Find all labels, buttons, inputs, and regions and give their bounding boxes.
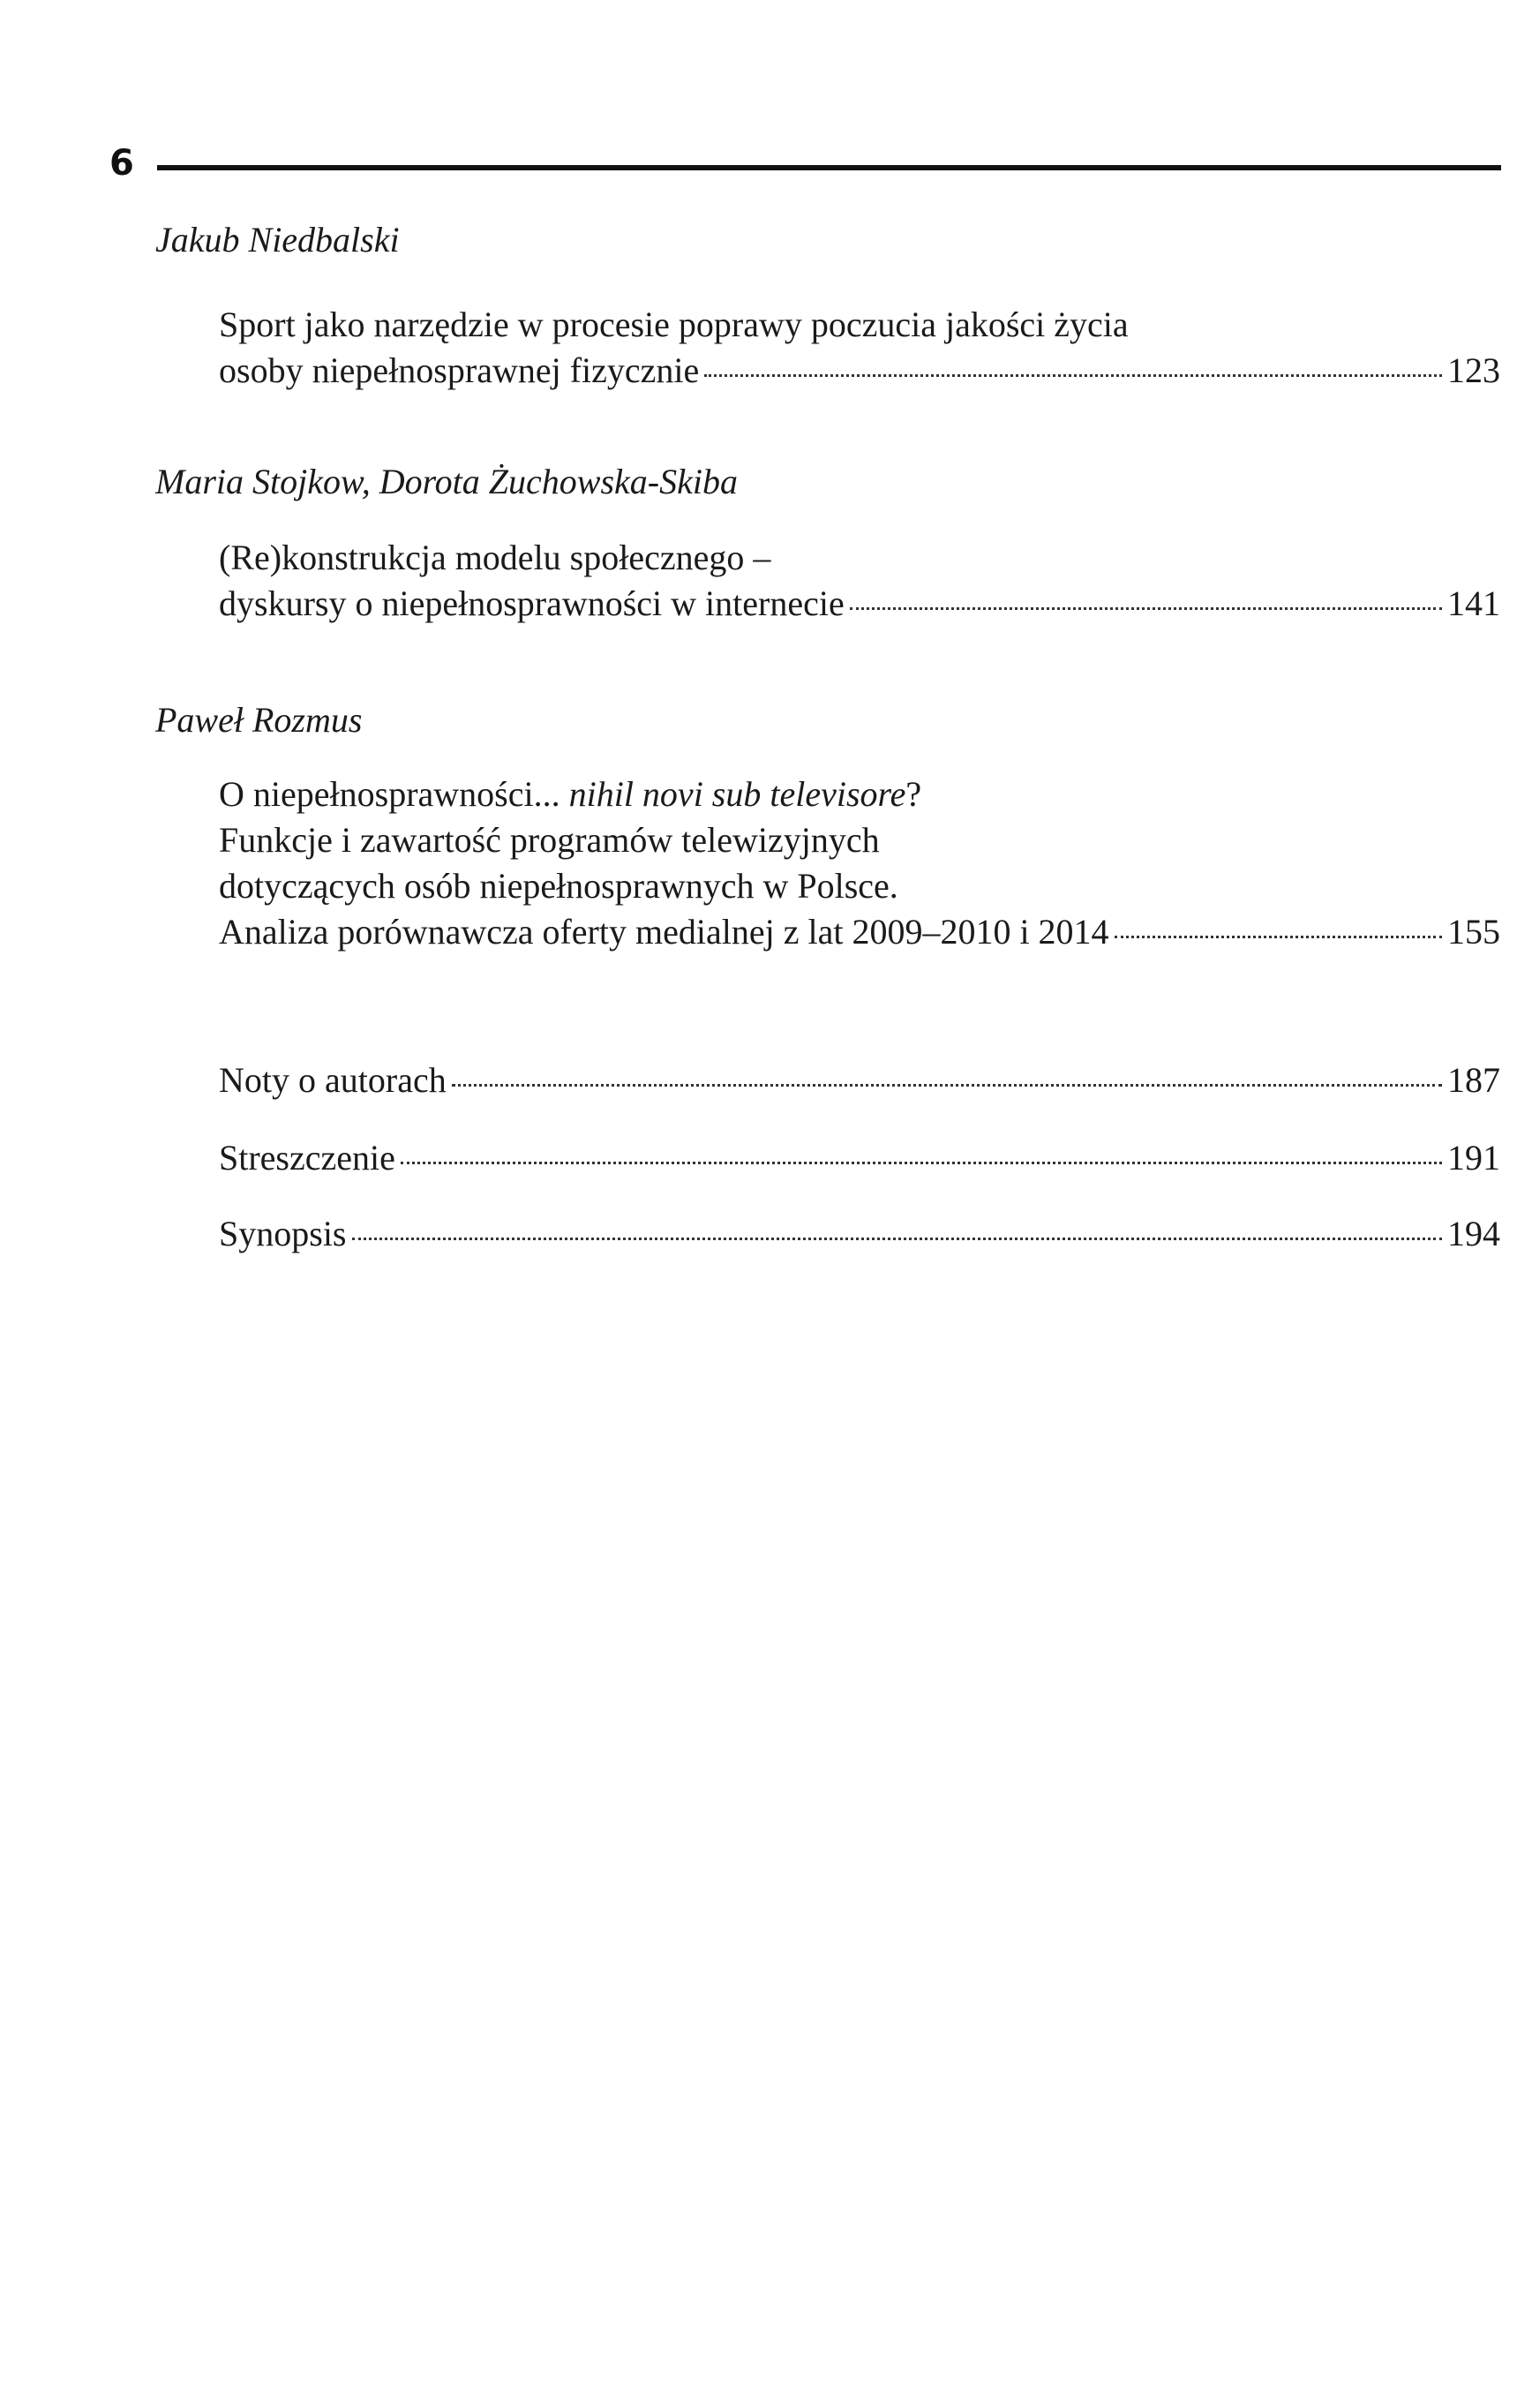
entry-title-last-line: osoby niepełnosprawnej fizycznie	[219, 350, 700, 390]
entry-page-number: 191	[1447, 1138, 1500, 1178]
entry-page-number: 194	[1447, 1214, 1500, 1253]
entry-page-number: 141	[1447, 583, 1500, 623]
dot-leader	[352, 1238, 1443, 1240]
toc-entry-noty-o-autorach[interactable]	[219, 1060, 1500, 1100]
toc-entry-streszczenie[interactable]	[219, 1140, 1500, 1176]
author-niedbalski: Jakub Niedbalski	[155, 220, 400, 260]
toc-entry-stojkow[interactable]	[219, 583, 1500, 623]
entry-title-last-line: dyskursy o niepełnosprawności w internecie	[219, 583, 845, 623]
title-line-first	[219, 774, 922, 814]
dot-leader	[1115, 936, 1442, 938]
entry-page-number: 187	[1447, 1060, 1500, 1100]
toc-entry-rozmus[interactable]	[219, 914, 1500, 950]
toc-entry-niedbalski[interactable]	[219, 350, 1500, 390]
author-stojkow-zuchowska-skiba: Maria Stojkow, Dorota Żuchowska-Skiba	[155, 462, 738, 501]
entry-label: Streszczenie	[219, 1138, 395, 1178]
dot-leader	[850, 607, 1442, 610]
entry-label: Synopsis	[219, 1214, 347, 1253]
title-end-punct: ?	[905, 774, 922, 814]
author-rozmus: Paweł Rozmus	[155, 700, 363, 740]
dot-leader	[401, 1162, 1442, 1164]
title-line: (Re)konstrukcja modelu społecznego –	[219, 538, 771, 577]
entry-title-last-line: Analiza porównawcza oferty medialnej z lat 2009–2010 i 2014	[219, 912, 1109, 952]
entry-page-number: 155	[1447, 912, 1500, 952]
header-rule	[157, 165, 1501, 170]
toc-entry-synopsis[interactable]	[219, 1216, 1500, 1252]
page-number: 6	[109, 143, 134, 184]
entry-page-number: 123	[1447, 350, 1500, 390]
dot-leader	[704, 374, 1442, 377]
title-line: Sport jako narzędzie w procesie poprawy poczucia jakości życia	[219, 305, 1129, 344]
title-line: dotyczących osób niepełnosprawnych w Polsce.	[219, 866, 898, 906]
title-italic-part: nihil novi sub televisore	[568, 774, 906, 814]
title-line: Funkcje i zawartość programów telewizyjnych	[219, 820, 880, 860]
title-plain-part: O niepełnosprawności...	[219, 774, 569, 814]
entry-label: Noty o autorach	[219, 1060, 447, 1100]
dot-leader	[452, 1084, 1442, 1087]
